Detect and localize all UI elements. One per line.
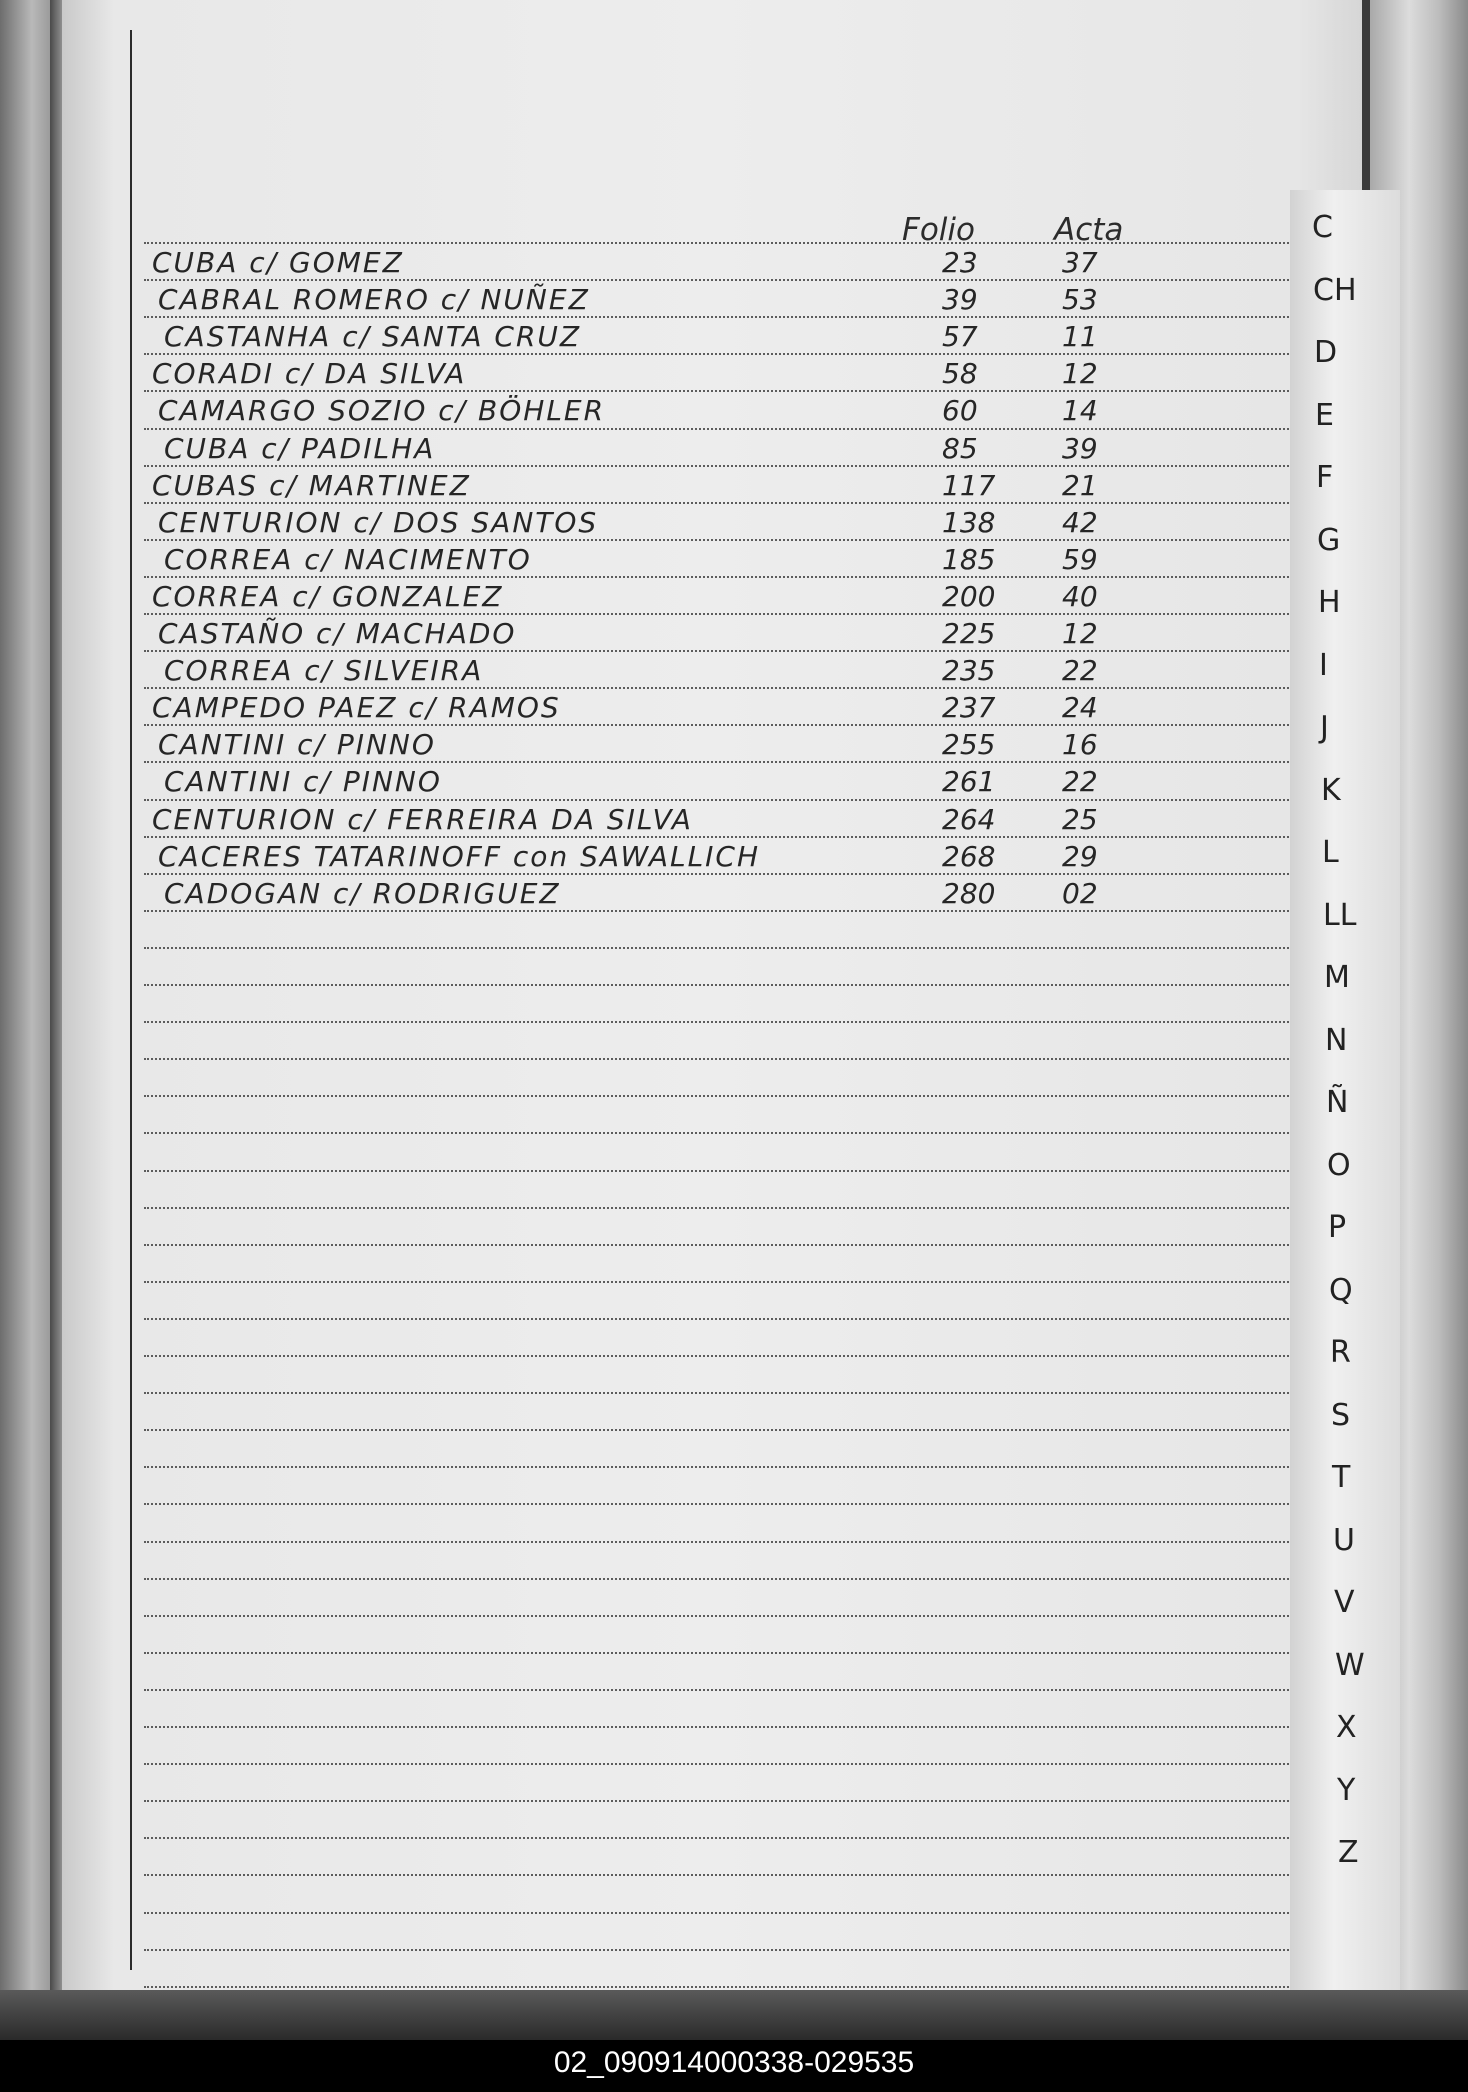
ruled-line (144, 947, 1332, 949)
entry-name: CADOGAN c/ RODRIGUEZ (164, 876, 561, 910)
index-tab-f[interactable]: F (1316, 460, 1334, 495)
ruled-line (144, 1726, 1332, 1728)
entry-acta: 21 (1062, 468, 1098, 502)
entry-name: CAMPEDO PAEZ c/ RAMOS (152, 691, 561, 725)
entry-acta: 53 (1062, 283, 1098, 317)
index-tab-ch[interactable]: CH (1313, 272, 1357, 308)
entry-acta: 12 (1062, 617, 1098, 650)
ruled-line (144, 1318, 1332, 1320)
ledger-page (62, 0, 1362, 1990)
ruled-line (144, 1281, 1332, 1283)
ruled-line (144, 1949, 1332, 1951)
entry-folio: 235 (942, 654, 996, 688)
entry-name: CABRAL ROMERO c/ NUÑEZ (158, 283, 590, 317)
ruled-line (144, 984, 1332, 986)
image-label: 02_090914000338-029535 (553, 2046, 915, 2079)
ruled-line (144, 1429, 1332, 1431)
entry-folio: 58 (942, 357, 978, 391)
entry-folio: 117 (942, 468, 996, 502)
entry-folio: 23 (942, 246, 978, 279)
index-tab-q[interactable]: Q (1329, 1272, 1353, 1308)
ruled-line (144, 1800, 1332, 1802)
ruled-line (144, 1503, 1332, 1505)
index-tab-w[interactable]: W (1335, 1647, 1365, 1683)
entry-acta: 11 (1062, 320, 1098, 354)
entry-name: CORREA c/ NACIMENTO (164, 542, 532, 576)
entry-acta: 37 (1062, 246, 1098, 279)
entry-folio: 261 (942, 765, 996, 799)
entry-folio: 264 (942, 802, 996, 836)
margin-line (130, 30, 132, 1970)
entry-folio: 225 (942, 617, 996, 650)
ruled-line (144, 1058, 1332, 1060)
entry-acta: 14 (1062, 394, 1098, 428)
entry-name: CASTAÑO c/ MACHADO (158, 617, 517, 650)
index-tab-i[interactable]: I (1319, 647, 1328, 683)
ruled-line (144, 242, 1332, 244)
entry-acta: 25 (1062, 802, 1098, 836)
ruled-line (144, 1874, 1332, 1876)
entry-folio: 138 (942, 505, 996, 539)
index-tab-n[interactable]: N (1325, 1022, 1348, 1058)
entry-acta: 02 (1062, 876, 1098, 910)
entry-name: CORREA c/ GONZALEZ (152, 579, 504, 613)
entry-acta: 16 (1062, 728, 1098, 762)
ruled-line (144, 1912, 1332, 1914)
ruled-line (144, 1652, 1332, 1654)
index-tab-y[interactable]: Y (1337, 1772, 1356, 1808)
entry-acta: 40 (1062, 579, 1098, 613)
ruled-line (144, 1578, 1332, 1580)
index-tab-ñ[interactable]: Ñ (1326, 1085, 1349, 1120)
entry-folio: 200 (942, 579, 996, 613)
entry-folio: 268 (942, 839, 996, 873)
ruled-line (144, 1541, 1332, 1543)
entry-name: CANTINI c/ PINNO (164, 765, 442, 799)
index-tab-s[interactable]: S (1331, 1397, 1351, 1433)
entry-folio: 39 (942, 283, 978, 317)
entry-folio: 280 (942, 876, 996, 910)
entry-acta: 22 (1062, 765, 1098, 799)
index-tab-x[interactable]: X (1336, 1710, 1357, 1745)
ruled-line (144, 1986, 1332, 1988)
index-tab-ll[interactable]: LL (1323, 897, 1357, 933)
index-tab-k[interactable]: K (1321, 772, 1341, 808)
entry-name: CORREA c/ SILVEIRA (164, 654, 484, 688)
ruled-line (144, 1207, 1332, 1209)
ruled-line (144, 1837, 1332, 1839)
ruled-line (144, 1763, 1332, 1765)
entry-name: CACERES TATARINOFF con SAWALLICH (158, 839, 761, 873)
entry-folio: 185 (942, 542, 996, 576)
entry-name: CANTINI c/ PINNO (158, 728, 436, 762)
index-tab-e[interactable]: E (1315, 397, 1334, 433)
index-tab-l[interactable]: L (1322, 835, 1339, 870)
index-tab-j[interactable]: J (1320, 710, 1329, 745)
index-tab-h[interactable]: H (1318, 585, 1341, 620)
entry-name: CUBA c/ PADILHA (164, 431, 436, 465)
ruled-line (144, 1021, 1332, 1023)
entry-folio: 57 (942, 320, 978, 354)
entry-acta: 59 (1062, 542, 1098, 576)
entry-acta: 29 (1062, 839, 1098, 873)
ruled-line (144, 1466, 1332, 1468)
folio-column-header: Folio (902, 212, 975, 248)
index-tab-t[interactable]: T (1332, 1460, 1351, 1495)
entry-folio: 60 (942, 394, 978, 428)
index-tab-v[interactable]: V (1334, 1585, 1355, 1620)
entry-name: CORADI c/ DA SILVA (152, 357, 467, 391)
ruled-line (144, 1355, 1332, 1357)
entry-acta: 12 (1062, 357, 1098, 391)
entry-name: CASTANHA c/ SANTA CRUZ (164, 320, 582, 354)
entry-folio: 85 (942, 431, 978, 465)
index-tab-p[interactable]: P (1328, 1210, 1347, 1245)
ruled-line (144, 1689, 1332, 1691)
entry-name: CAMARGO SOZIO c/ BÖHLER (158, 394, 606, 428)
ruled-line (144, 1392, 1332, 1394)
entry-acta: 22 (1062, 654, 1098, 688)
page-bottom-shadow (0, 1990, 1468, 2040)
index-tab-c[interactable]: C (1312, 210, 1333, 245)
index-tab-r[interactable]: R (1330, 1335, 1351, 1370)
entry-folio: 255 (942, 728, 996, 762)
entry-acta: 24 (1062, 691, 1098, 725)
acta-column-header: Acta (1054, 212, 1124, 248)
index-tab-d[interactable]: D (1314, 335, 1338, 370)
entry-acta: 39 (1062, 431, 1098, 465)
entry-name: CUBAS c/ MARTINEZ (152, 468, 471, 502)
entry-name: CUBA c/ GOMEZ (152, 246, 404, 279)
alphabet-index-tabs (1290, 190, 1400, 2000)
ruled-line (144, 1170, 1332, 1172)
entry-folio: 237 (942, 691, 996, 725)
index-tab-m[interactable]: M (1324, 960, 1350, 995)
ruled-line (144, 1132, 1332, 1134)
index-tab-u[interactable]: U (1333, 1522, 1355, 1558)
index-tab-g[interactable]: G (1317, 522, 1341, 558)
index-tab-o[interactable]: O (1327, 1147, 1351, 1183)
ruled-line (144, 1095, 1332, 1097)
entry-name: CENTURION c/ DOS SANTOS (158, 505, 599, 539)
ruled-line (144, 1244, 1332, 1246)
index-tab-z[interactable]: Z (1338, 1835, 1359, 1870)
entry-name: CENTURION c/ FERREIRA DA SILVA (152, 802, 693, 836)
entry-acta: 42 (1062, 505, 1098, 539)
ruled-line (144, 1615, 1332, 1617)
